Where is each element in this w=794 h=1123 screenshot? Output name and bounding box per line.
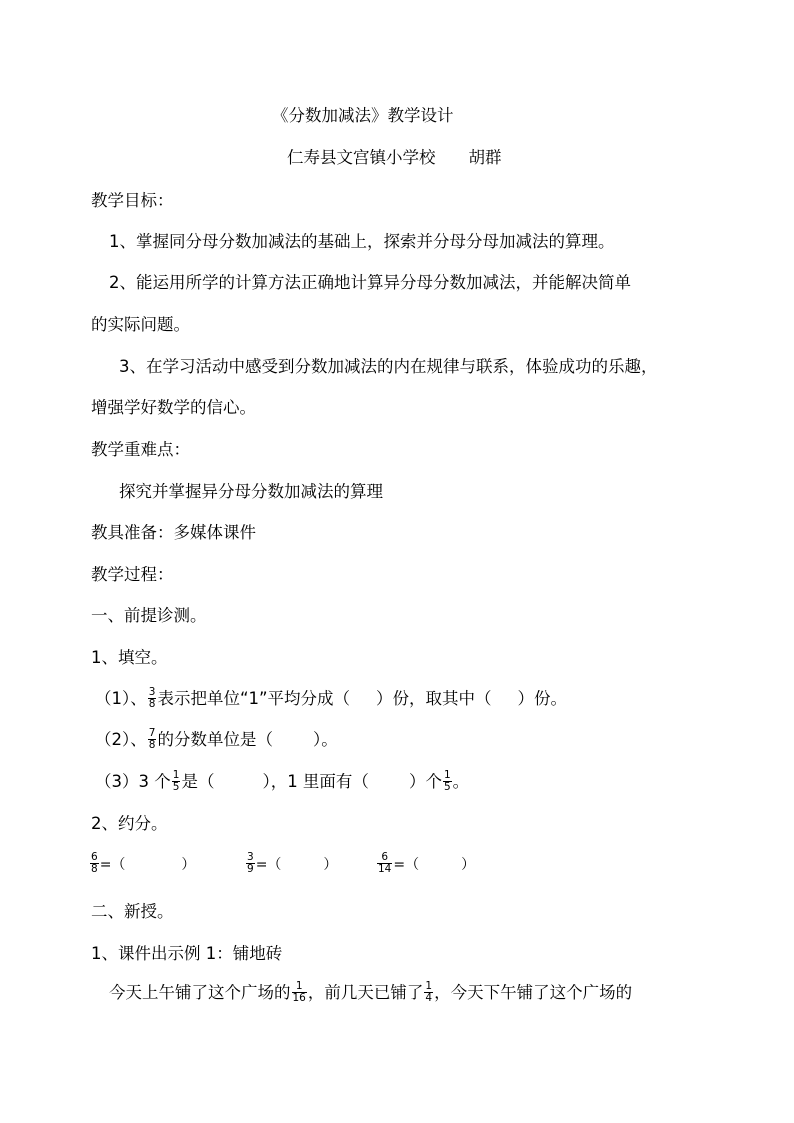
fraction-numerator: 1	[425, 980, 433, 992]
reduce-item-2-text: =（ ）	[255, 857, 338, 873]
fraction-numerator: 1	[443, 769, 451, 781]
goal-1: 1、掌握同分母分数加减法的基础上，探索并分母分母加减法的算理。	[109, 232, 615, 251]
fraction-denominator: 14	[378, 863, 392, 875]
question-3-prefix: （3）3 个	[95, 772, 171, 791]
fraction-3-9	[246, 852, 255, 875]
fraction-denominator: 8	[148, 698, 156, 710]
fraction-denominator: 16	[292, 992, 306, 1004]
fraction-1-5-second	[443, 770, 452, 793]
reduce-item-1	[89, 852, 195, 877]
fraction-7-8	[148, 728, 157, 751]
fraction-numerator: 1	[172, 769, 180, 781]
goal-2-line-1: 2、能运用所学的计算方法正确地计算异分母分数加减法，并能解决简单	[109, 273, 631, 292]
question-2-text-1: 的分数单位是（	[157, 730, 273, 749]
fraction-1-4	[424, 981, 433, 1004]
reduce-item-1-text: =（ ）	[99, 857, 196, 873]
reduce-item-3	[376, 852, 475, 877]
fraction-numerator: 3	[148, 686, 156, 698]
example-heading: 1、课件出示例 1：铺地砖	[91, 944, 283, 963]
goals-heading: 教学目标：	[91, 191, 174, 210]
example-text-2: ，前几天已铺了	[307, 983, 424, 1002]
question-3-text-2: ），1 里面有（	[262, 772, 369, 791]
fraction-numerator: 3	[247, 851, 254, 863]
fraction-denominator: 5	[172, 781, 180, 793]
tools-line: 教具准备：多媒体课件	[91, 523, 256, 542]
fraction-3-8	[148, 687, 157, 710]
fraction-numerator: 6	[381, 851, 389, 863]
fraction-1-16	[292, 981, 307, 1004]
reduce-item-2	[245, 852, 337, 877]
fraction-numerator: 1	[295, 980, 303, 992]
fraction-6-8	[90, 852, 99, 875]
fraction-denominator: 4	[425, 992, 433, 1004]
keypoint-text: 探究并掌握异分母分数加减法的算理	[119, 482, 383, 501]
question-1-text-2: ）份，取其中（	[376, 689, 492, 708]
question-3	[95, 770, 469, 794]
example-text-3: ，今天下午铺了这个广场的	[434, 983, 633, 1002]
document-title: 《分数加减法》教学设计	[272, 106, 454, 125]
keypoints-heading: 教学重难点：	[91, 440, 190, 459]
author-line: 仁寿县文宫镇小学校 胡群	[287, 148, 502, 167]
question-1-text-1: 表示把单位“1”平均分成（	[157, 689, 351, 708]
fraction-1-5	[172, 770, 181, 793]
fill-blank-heading: 1、填空。	[91, 648, 168, 667]
process-heading: 教学过程：	[91, 565, 174, 584]
question-3-text-3: ）个	[408, 772, 442, 791]
example-text-1: 今天上午铺了这个广场的	[109, 983, 291, 1002]
question-2	[95, 728, 338, 752]
section-1-heading: 一、前提诊测。	[91, 606, 207, 625]
section-2-heading: 二、新授。	[91, 902, 174, 921]
fraction-denominator: 5	[443, 781, 451, 793]
reduce-item-3-text: =（ ）	[393, 857, 476, 873]
goal-3-line-1: 3、在学习活动中感受到分数加减法的内在规律与联系，体验成功的乐趣，	[119, 357, 658, 376]
fraction-numerator: 6	[91, 851, 98, 863]
fraction-denominator: 8	[148, 739, 156, 751]
goal-3-line-2: 增强学好数学的信心。	[91, 398, 256, 417]
goal-2-line-2: 的实际问题。	[91, 315, 190, 334]
question-3-text-4: 。	[452, 772, 470, 791]
reduce-heading: 2、约分。	[91, 814, 168, 833]
question-3-text-1: 是（	[181, 772, 215, 791]
question-1-prefix: （1）、	[95, 689, 147, 708]
question-2-prefix: （2）、	[95, 730, 147, 749]
example-text	[109, 981, 632, 1005]
fraction-6-14	[377, 852, 392, 875]
question-2-text-2: ）。	[312, 730, 338, 749]
question-1	[95, 687, 567, 711]
fraction-denominator: 8	[91, 863, 98, 875]
fraction-denominator: 9	[247, 863, 254, 875]
fraction-numerator: 7	[148, 727, 156, 739]
question-1-text-3: ）份。	[517, 689, 568, 708]
